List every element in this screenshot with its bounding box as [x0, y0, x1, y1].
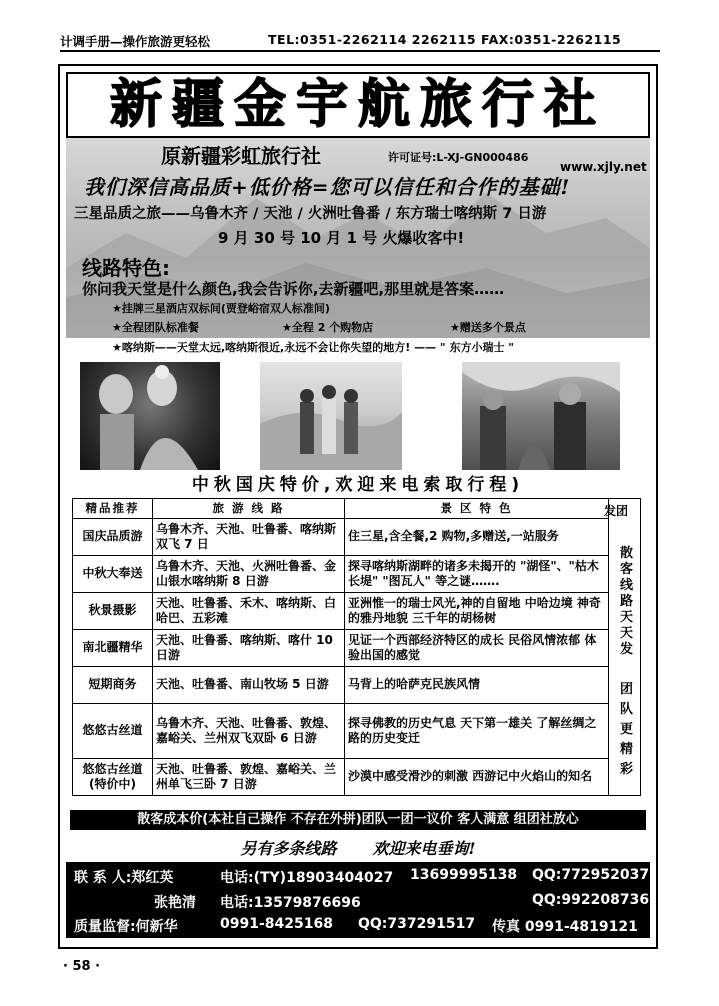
route-name: 悠悠古丝道(特价中)	[73, 759, 153, 796]
feature-cell: 见证一个西部经济特区的成长 民俗风情浓郁 体验出国的感觉	[345, 630, 609, 667]
contact-qq-2: QQ:992208736	[532, 892, 650, 908]
feature-3: ★全程 2 个购物店	[282, 321, 374, 334]
tour-line-2: 9 月 30 号 10 月 1 号 火爆收客中!	[218, 229, 465, 247]
price-policy-strip: 散客成本价(本社自己操作 不存在外拼)团队一团一议价 客人满意 组团社放心	[70, 810, 646, 830]
table-row	[73, 556, 641, 593]
table-row	[73, 630, 641, 667]
quality-supervisor: 质量监督:何新华	[74, 919, 178, 935]
header-cell: 精品推荐	[73, 499, 153, 519]
supervisor-qq: QQ:737291517	[358, 916, 476, 932]
dancer-image	[80, 362, 220, 470]
contact-phone-2: 电话:13579876696	[220, 895, 361, 911]
departure-note-1: 散客线路天天发	[620, 546, 634, 657]
contact-phone-1b: 13699995138	[410, 867, 518, 883]
header-cell: 旅 游 线 路	[153, 499, 345, 519]
contact-block	[66, 862, 650, 938]
contact-fax: 传真 0991-4819121	[492, 919, 638, 935]
departure-note-2: 团队更精彩	[620, 682, 634, 777]
header-rule	[60, 50, 660, 52]
photo-ceremony	[462, 362, 620, 470]
route-cell: 天池、吐鲁番、敦煌、嘉峪关、兰州单飞三卧 7 日游	[153, 759, 345, 796]
route-cell: 乌鲁木齐、天池、吐鲁番、喀纳斯双飞 7 日	[153, 519, 345, 556]
subtitle: 原新疆彩虹旅行社	[161, 144, 321, 168]
title-box	[66, 72, 650, 138]
header-title: 计调手册—操作旅游更轻松	[60, 34, 211, 49]
desert-image	[260, 362, 402, 470]
route-name: 秋景摄影	[73, 593, 153, 630]
departure-header: 发团	[604, 504, 629, 518]
feature-1: ★挂牌三星酒店双标间(贾登峪宿双人标准间)	[112, 302, 330, 315]
route-cell: 乌鲁木齐、天池、吐鲁番、敦煌、嘉峪关、兰州双飞双卧 6 日游	[153, 704, 345, 759]
photo-desert	[260, 362, 402, 470]
table-row	[73, 519, 641, 556]
feature-cell: 沙漠中感受滑沙的刺激 西游记中火焰山的知名	[345, 759, 609, 796]
table-row	[73, 759, 641, 796]
contact-qq-1: QQ:772952037	[532, 867, 650, 883]
route-cell: 天池、吐鲁番、禾木、喀纳斯、白哈巴、五彩滩	[153, 593, 345, 630]
ceremony-image	[462, 362, 620, 470]
table-row	[73, 704, 641, 759]
more-routes-text: 另有多条线路	[240, 839, 337, 858]
feature-5: ★喀纳斯——天堂太远,喀纳斯很近,永远不会让你失望的地方! —— " 东方小瑞士 "	[112, 341, 515, 354]
page-header	[60, 30, 660, 50]
table-header-row	[73, 499, 641, 519]
route-cell: 天池、吐鲁番、喀纳斯、喀什 10 日游	[153, 630, 345, 667]
feature-4: ★赠送多个景点	[450, 321, 526, 334]
route-name: 中秋大奉送	[73, 556, 153, 593]
photo-dancer	[80, 362, 220, 470]
contact-phone-1: 电话:(TY)18903404027	[220, 870, 394, 886]
table-row	[73, 667, 641, 704]
features-title: 线路特色:	[82, 256, 170, 280]
route-name: 南北疆精华	[73, 630, 153, 667]
table-row	[73, 593, 641, 630]
banner	[66, 138, 650, 338]
contact-person-1: 联 系 人:郑红英	[74, 870, 174, 886]
tour-line-1: 三星品质之旅——乌鲁木齐 / 天池 / 火洲吐鲁番 / 东方瑞士喀纳斯 7 日游	[74, 206, 547, 222]
contact-person-2: 张艳清	[154, 895, 196, 911]
company-title: 新疆金宇航旅行社	[109, 74, 606, 135]
cta-text: 中秋国庆特价,欢迎来电索取行程)	[191, 475, 525, 495]
route-cell: 天池、吐鲁番、南山牧场 5 日游	[153, 667, 345, 704]
website: www.xjly.net	[560, 160, 647, 174]
ad-frame	[58, 64, 658, 949]
route-cell: 乌鲁木齐、天池、火洲吐鲁番、金山银水喀纳斯 8 日游	[153, 556, 345, 593]
route-name: 国庆品质游	[73, 519, 153, 556]
feature-cell: 亚洲惟一的瑞士风光,神的自留地 中哈边境 神奇的雅丹地貌 三千年的胡杨树	[345, 593, 609, 630]
slogan: 我们深信高品质+低价格=您可以信任和合作的基础!	[84, 175, 571, 199]
feature-2: ★全程团队标准餐	[112, 321, 199, 334]
welcome-call-text: 欢迎来电垂询!	[372, 839, 476, 858]
feature-cell: 住三星,含全餐,2 购物,多赠送,一站服务	[345, 519, 609, 556]
question-text: 你问我天堂是什么颜色,我会告诉你,去新疆吧,那里就是答案……	[82, 280, 505, 298]
route-name: 悠悠古丝道	[73, 704, 153, 759]
header-contact: TEL:0351-2262114 2262115 FAX:0351-2262115	[268, 32, 622, 47]
license: 许可证号:L-XJ-GN000486	[388, 151, 529, 164]
more-routes-line	[60, 836, 656, 859]
supervisor-phone: 0991-8425168	[220, 916, 333, 932]
page-number: · 58 ·	[63, 959, 101, 974]
feature-cell: 马背上的哈萨克民族风情	[345, 667, 609, 704]
route-name: 短期商务	[73, 667, 153, 704]
feature-cell: 探寻喀纳斯湖畔的诸多未揭开的 "湖怪"、"枯木长堤" "图瓦人" 等之谜…….	[345, 556, 609, 593]
header-cell: 景 区 特 色	[345, 499, 609, 519]
feature-cell: 探寻佛教的历史气息 天下第一雄关 了解丝绸之路的历史变迁	[345, 704, 609, 759]
routes-table	[72, 498, 641, 796]
